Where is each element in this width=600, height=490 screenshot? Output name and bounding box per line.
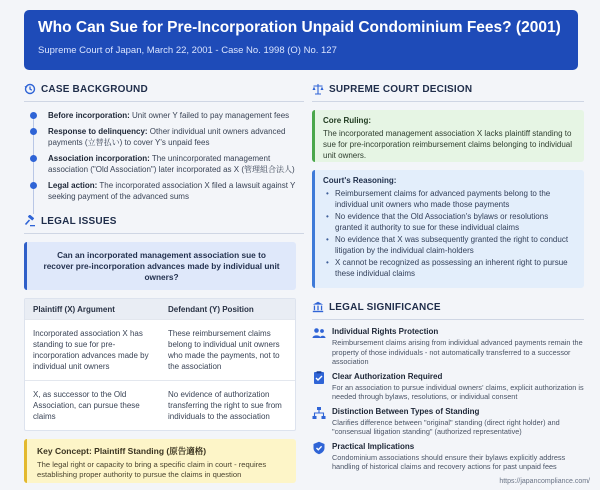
divider xyxy=(312,319,584,320)
arguments-table xyxy=(24,298,296,431)
significance-item: Individual Rights Protection Reimbursement claims arising from individual advanced payments remain the property of those individuals - not automatically transferred to a successor association xyxy=(312,326,584,367)
divider xyxy=(312,101,584,102)
key-concept-box xyxy=(24,439,296,483)
timeline-dot xyxy=(30,155,37,162)
case-background-heading: CASE BACKGROUND xyxy=(16,80,304,98)
list-item: • No evidence that X was subsequently granted the right to conduct litigation by the individual claim-holders xyxy=(323,234,576,256)
core-ruling-text: The incorporated management association X lacks plaintiff standing to sue for pre-incorporation reimbursement claims belonging to individual unit owners. xyxy=(323,129,573,160)
divider xyxy=(24,233,304,234)
key-concept-text: The legal right or capacity to bring a specific claim in court - requires establishing proper authority to pursue the claims in question xyxy=(37,460,267,479)
table-cell: No evidence of authorization transferring the right to sue from individuals to the association xyxy=(168,390,282,421)
checklist-icon xyxy=(312,371,326,385)
central-question: Can an incorporated management association sue to recover pre-incorporation advances made by individual unit owners? xyxy=(24,242,296,290)
footer-url[interactable]: https://japancompliance.com/ xyxy=(499,478,590,485)
scales-icon xyxy=(312,83,324,95)
timeline-item: Response to delinquency: Other individual unit owners advanced payments (立替払い) to cover Y's unpaid fees xyxy=(28,126,304,148)
timeline-item: Legal action: The incorporated association X filed a lawsuit against Y seeking payment of the advanced sums xyxy=(28,180,304,202)
reasoning-title: Court's Reasoning: xyxy=(323,176,397,185)
header-banner xyxy=(24,10,578,70)
core-ruling-box xyxy=(312,110,584,162)
left-column xyxy=(16,80,304,483)
list-item: • No evidence that the Old Association's bylaws or resolutions granted it authority to sue for these individual claims xyxy=(323,211,576,233)
background-timeline xyxy=(28,110,304,202)
list-item: • Reimbursement claims for advanced payments belong to the individual unit owners who made those payments xyxy=(323,188,576,210)
table-cell: Incorporated association X has standing to sue for pre-incorporation advances made by individual unit owners xyxy=(33,329,149,371)
list-item: • X cannot be recognized as possessing an inherent right to pursue these individual claims xyxy=(323,257,576,279)
table-cell: X, as successor to the Old Association, can pursue these claims xyxy=(33,390,140,421)
table-cell: These reimbursement claims belong to individual unit owners who made the payments, not to the association xyxy=(168,329,280,371)
shield-check-icon xyxy=(312,441,326,455)
table-row xyxy=(25,319,295,380)
users-icon xyxy=(312,326,326,340)
timeline-dot xyxy=(30,112,37,119)
timeline-item: Before incorporation: Unit owner Y failed to pay management fees xyxy=(28,110,304,121)
reasoning-list xyxy=(323,188,576,279)
defendant-column-header: Defendant (Y) Position xyxy=(168,304,254,314)
case-citation: Supreme Court of Japan, March 22, 2001 - Case No. 1998 (O) No. 127 xyxy=(38,45,337,56)
history-icon xyxy=(24,83,36,95)
institution-icon xyxy=(312,301,324,313)
page-title: Who Can Sue for Pre-Incorporation Unpaid Condominium Fees? (2001) xyxy=(38,19,561,36)
gavel-icon xyxy=(24,215,36,227)
significance-item: Clear Authorization Required For an association to pursue individual owners' claims, explicit authorization is needed through bylaws, resolutions, or individual consent xyxy=(312,371,584,402)
right-column xyxy=(304,80,584,476)
key-concept-title: Key Concept: Plaintiff Standing (原告適格) xyxy=(37,446,207,456)
table-row xyxy=(25,380,295,430)
reasoning-box xyxy=(312,170,584,288)
plaintiff-column-header: Plaintiff (X) Argument xyxy=(33,304,115,314)
significance-list xyxy=(312,326,584,472)
hierarchy-icon xyxy=(312,406,326,420)
core-ruling-title: Core Ruling: xyxy=(323,116,371,125)
significance-item: Distinction Between Types of Standing Clarifies difference between "original" standing (direct right holder) and "consensual litigation standing" (authorized representative) xyxy=(312,406,584,437)
legal-significance-heading: LEGAL SIGNIFICANCE xyxy=(304,298,584,316)
court-decision-heading: SUPREME COURT DECISION xyxy=(304,80,584,98)
legal-issues-heading: LEGAL ISSUES xyxy=(16,212,304,230)
table-header xyxy=(25,299,295,319)
divider xyxy=(24,101,304,102)
timeline-dot xyxy=(30,182,37,189)
significance-item: Practical Implications Condominium associations should ensure their bylaws explicitly address handling of historical claims and recovery actions for past unpaid fees xyxy=(312,441,584,472)
timeline-item: Association incorporation: The unincorporated management association ("Old Association") later incorporated as X (管理組合法人) xyxy=(28,153,304,175)
timeline-dot xyxy=(30,128,37,135)
